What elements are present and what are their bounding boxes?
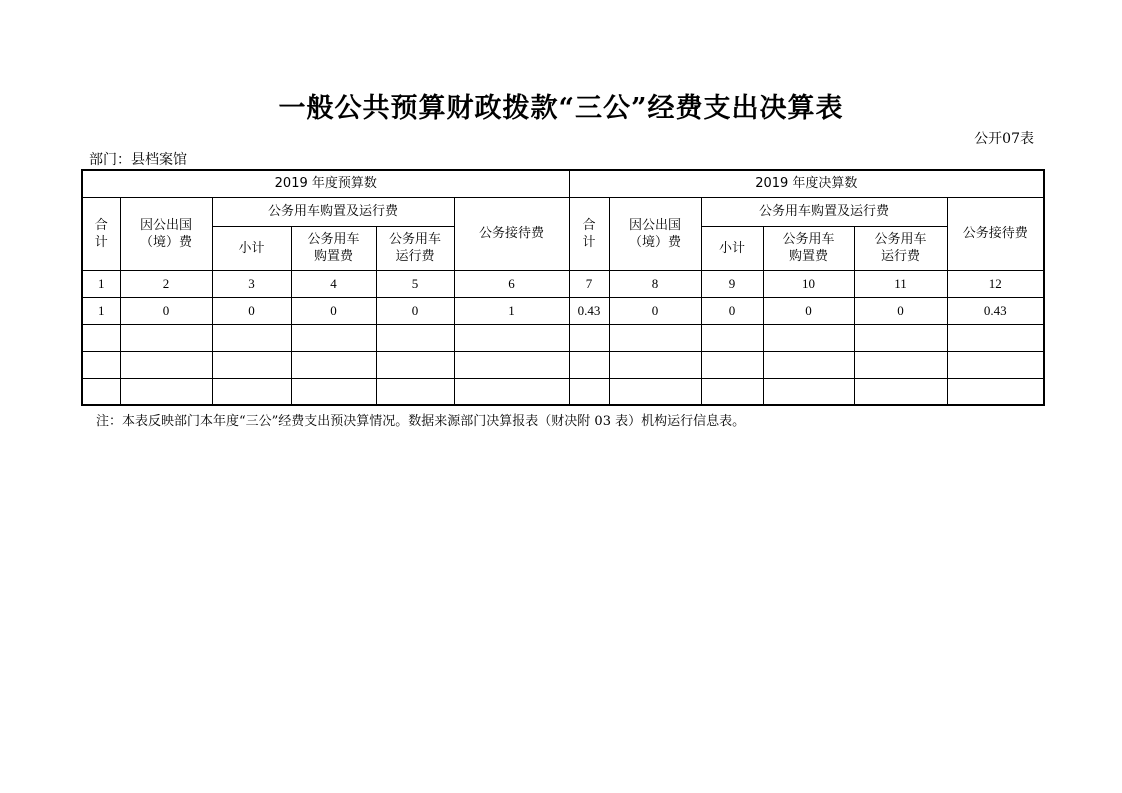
col-total-line1: 合 (582, 217, 596, 233)
col-reception-budget: 公务接待费 (454, 197, 569, 270)
col-purchase-line2: 购置费 (789, 249, 829, 264)
col-vehicle-group-budget: 公务用车购置及运行费 (212, 197, 454, 226)
department-label: 部门：县档案馆 (89, 152, 187, 168)
index-cell: 3 (212, 270, 291, 297)
index-cell: 9 (701, 270, 763, 297)
index-cell: 5 (376, 270, 454, 297)
data-cell: 0 (291, 297, 376, 324)
data-cell: 0.43 (569, 297, 609, 324)
three-public-expenses-table (81, 169, 1045, 406)
col-total-budget (82, 197, 120, 270)
table-row (82, 297, 1044, 324)
index-cell: 1 (82, 270, 120, 297)
data-cell: 1 (454, 297, 569, 324)
col-abroad-line2: （境）费 (139, 234, 192, 250)
col-subtotal-actual: 小计 (701, 226, 763, 270)
col-vehicle-operation-actual (854, 226, 947, 270)
form-number: 公开07表 (974, 131, 1034, 147)
col-total-line2: 计 (94, 234, 108, 250)
col-operation-line2: 运行费 (881, 249, 921, 264)
col-abroad-line1: 因公出国 (629, 217, 682, 233)
col-vehicle-purchase-budget (291, 226, 376, 270)
col-vehicle-operation-budget (376, 226, 454, 270)
data-cell: 1 (82, 297, 120, 324)
data-cell: 0 (120, 297, 212, 324)
col-total-actual (569, 197, 609, 270)
col-vehicle-group-actual: 公务用车购置及运行费 (701, 197, 947, 226)
data-cell: 0 (212, 297, 291, 324)
data-cell: 0 (609, 297, 701, 324)
index-cell: 4 (291, 270, 376, 297)
index-cell: 8 (609, 270, 701, 297)
col-abroad-budget (120, 197, 212, 270)
index-cell: 11 (854, 270, 947, 297)
table-note: 注：本表反映部门本年度“三公”经费支出预决算情况。数据来源部门决算报表（财决附 03 表）机构运行信息表。 (96, 414, 746, 429)
col-operation-line1: 公务用车 (388, 232, 441, 247)
data-cell: 0.43 (947, 297, 1044, 324)
index-row (82, 270, 1044, 297)
index-cell: 10 (763, 270, 854, 297)
col-vehicle-purchase-actual (763, 226, 854, 270)
col-purchase-line1: 公务用车 (782, 232, 835, 247)
data-cell: 0 (701, 297, 763, 324)
index-cell: 2 (120, 270, 212, 297)
index-cell: 12 (947, 270, 1044, 297)
index-cell: 6 (454, 270, 569, 297)
col-subtotal-budget: 小计 (212, 226, 291, 270)
empty-row (82, 351, 1044, 378)
col-total-line1: 合 (94, 217, 108, 233)
col-abroad-line1: 因公出国 (139, 217, 192, 233)
col-operation-line1: 公务用车 (874, 232, 927, 247)
actual-header: 2019 年度决算数 (569, 170, 1044, 197)
page-title: 一般公共预算财政拨款“三公”经费支出决算表 (278, 93, 844, 124)
col-purchase-line1: 公务用车 (307, 232, 360, 247)
col-abroad-line2: （境）费 (629, 234, 682, 250)
data-cell: 0 (376, 297, 454, 324)
empty-row (82, 324, 1044, 351)
index-cell: 7 (569, 270, 609, 297)
col-operation-line2: 运行费 (395, 249, 435, 264)
col-purchase-line2: 购置费 (313, 249, 353, 264)
empty-row (82, 378, 1044, 405)
col-reception-actual: 公务接待费 (947, 197, 1044, 270)
data-cell: 0 (854, 297, 947, 324)
budget-header: 2019 年度预算数 (82, 170, 569, 197)
data-cell: 0 (763, 297, 854, 324)
col-total-line2: 计 (582, 234, 596, 250)
col-abroad-actual (609, 197, 701, 270)
